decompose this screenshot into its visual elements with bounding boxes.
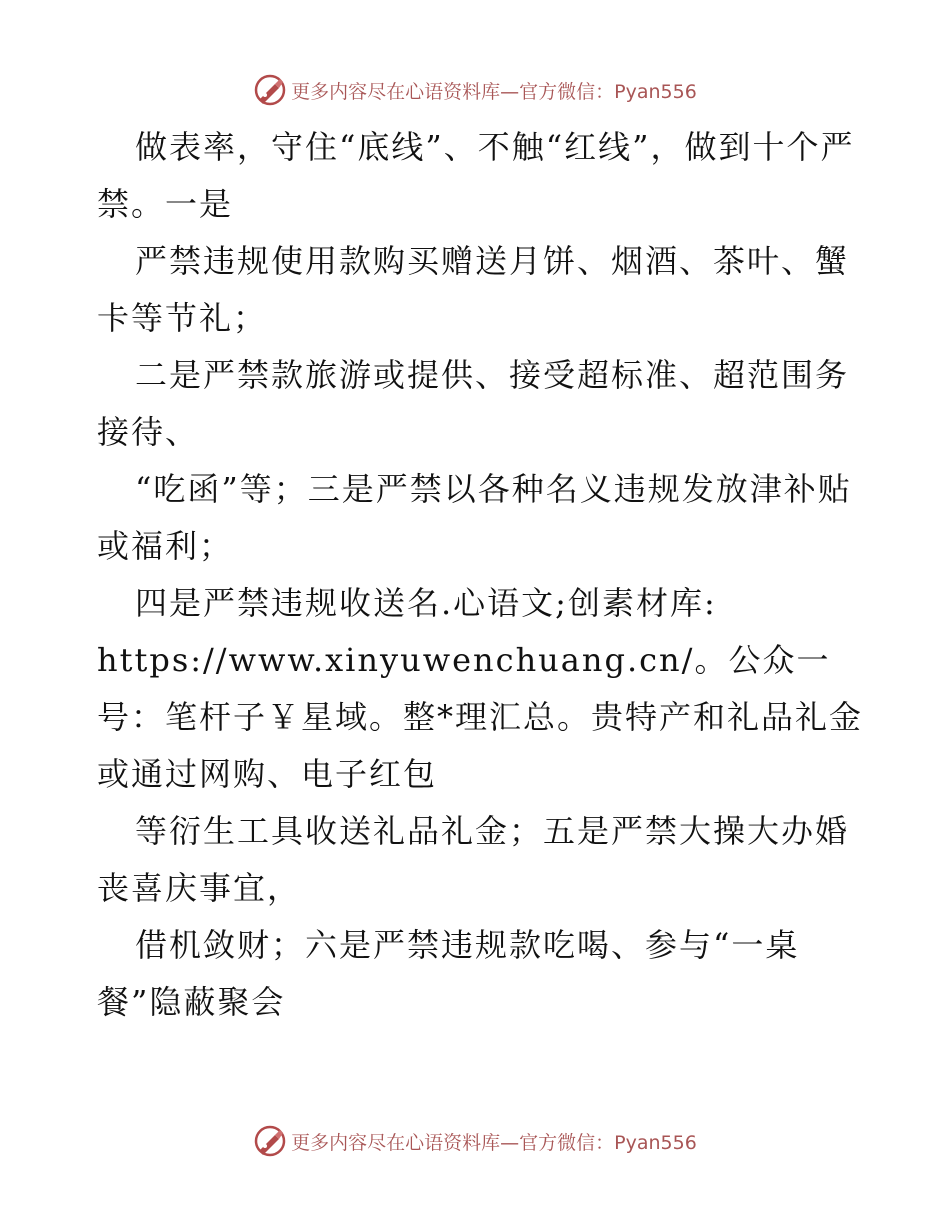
paragraph: 严禁违规使用款购买赠送月饼、烟酒、茶叶、蟹卡等节礼； — [97, 242, 850, 337]
pen-logo-icon — [253, 73, 287, 107]
paragraph: “吃函”等；三是严禁以各种名义违规发放津补贴或福利； — [97, 470, 852, 565]
footer-banner — [0, 1121, 950, 1161]
header-banner-text: 更多内容尽在心语资料库—官方微信：Pyan556 — [291, 80, 697, 103]
paragraph: 等衍生工具收送礼品礼金；五是严禁大操大办婚丧喜庆事宜， — [97, 812, 850, 907]
paragraph: 二是严禁款旅游或提供、接受超标准、超范围务接待、 — [97, 356, 850, 451]
paragraph: 四是严禁违规收送名.心语文;创素材库: — [135, 584, 717, 622]
paragraph: 借机敛财；六是严禁违规款吃喝、参与“一桌餐”隐蔽聚会 — [97, 926, 800, 1021]
paragraph-url: https://www.xinyuwenchuang.cn/。公众一号：笔杆子￥星域。整*理汇总。贵特产和礼品礼金或通过网购、电子红包 — [97, 641, 864, 793]
pen-logo-icon — [253, 1124, 287, 1158]
footer-banner-text: 更多内容尽在心语资料库—官方微信：Pyan556 — [291, 1131, 697, 1154]
paragraph: 做表率，守住“底线”、不触“红线”，做到十个严禁。一是 — [97, 128, 855, 223]
document-body — [97, 119, 867, 1031]
header-banner — [0, 70, 950, 110]
